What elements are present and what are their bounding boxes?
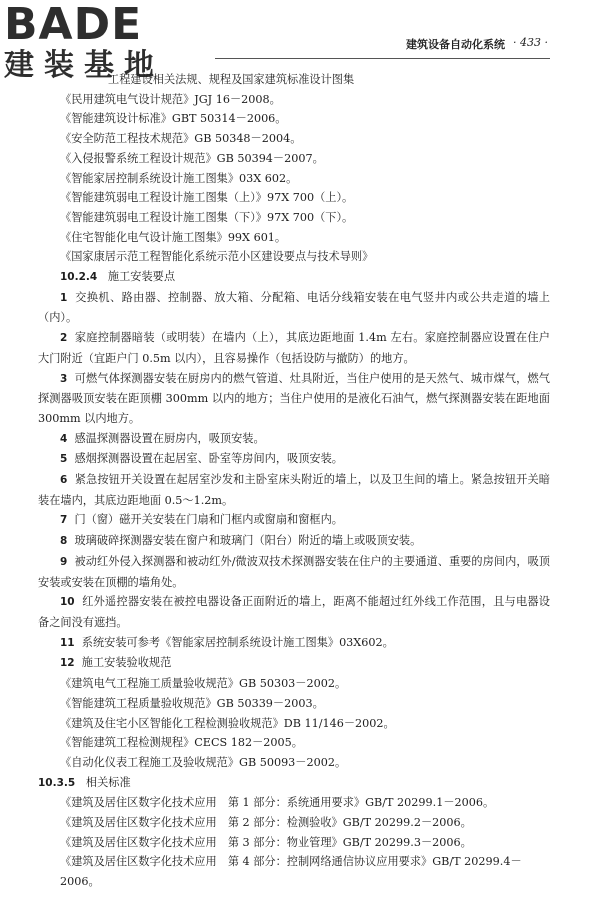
reference-list-1 xyxy=(38,90,550,267)
numbered-item xyxy=(38,552,550,592)
item-text: 紧急按钮开关设置在起居室沙发和主卧室床头附近的墙上，以及卫生间的墙上。紧急按钮开关暗装在墙内，其底边距地面 0.5～1.2m。 xyxy=(38,473,550,507)
reference-item: 《智能建筑工程质量验收规范》GB 50339－2003。 xyxy=(60,696,324,710)
item-text: 可燃气体探测器安装在厨房内的燃气管道、灶具附近，当住户使用的是天然气、城市煤气，燃气探测器吸顶安装在距顶棚 300mm 以内的地方；当住户使用的是液化石油气，燃气探测器安装在距地面 300mm 以内地方。 xyxy=(38,371,550,425)
reference-item: 《智能建筑弱电工程设计施工图集（下）》97X 700（下）。 xyxy=(60,210,354,224)
page-number: · 433 · xyxy=(513,36,548,49)
reference-item: 《建筑电气工程施工质量验收规范》GB 50303－2002。 xyxy=(60,677,347,691)
reference-item: 《自动化仪表工程施工及验收规范》GB 50093－2002。 xyxy=(60,755,347,769)
numbered-item xyxy=(38,429,550,450)
item-text: 玻璃破碎探测器安装在窗户和玻璃门（阳台）附近的墙上或吸顶安装。 xyxy=(74,534,422,548)
section-number: 10.3.5 xyxy=(38,776,76,789)
section-title: 施工安装要点 xyxy=(107,270,176,284)
reference-item: 《安全防范工程技术规范》GB 50348－2004。 xyxy=(60,132,302,146)
section-heading-10-2-4 xyxy=(38,267,550,288)
install-items xyxy=(38,288,550,674)
reference-item: 《智能建筑工程检测规程》CECS 182－2005。 xyxy=(60,736,303,750)
item-number: 10 xyxy=(60,596,75,609)
item-text: 红外遥控器安装在被控电器设备正面附近的墙上，距离不能超过红外线工作范围，且与电器设备之间没有遮挡。 xyxy=(38,595,550,629)
reference-item: 《智能建筑设计标准》GBT 50314－2006。 xyxy=(60,112,287,126)
reference-item: 《国家康居示范工程智能化系统示范小区建设要点与技术导则》 xyxy=(60,250,374,264)
logo-text-latin: BADE xyxy=(4,0,143,50)
numbered-item xyxy=(38,510,550,531)
numbered-item xyxy=(38,288,550,328)
page-body xyxy=(38,70,550,892)
reference-item: 《建筑及居住区数字化技术应用 第 2 部分：检测验收》GB/T 20299.2－2006。 xyxy=(60,816,472,830)
logo-text-chinese: 建装基地 xyxy=(4,48,164,83)
numbered-item xyxy=(38,449,550,470)
item-text: 被动红外侵入探测器和被动红外/微波双技术探测器安装在住户的主要通道、重要的房间内，吸顶安装或安装在顶棚的墙角处。 xyxy=(38,554,550,589)
numbered-item xyxy=(38,470,550,510)
section-title: 相关标准 xyxy=(85,775,131,789)
item-text: 系统安装可参考《智能家居控制系统设计施工图集》03X602。 xyxy=(81,635,394,649)
item-number: 2 xyxy=(60,332,68,345)
item-number: 8 xyxy=(60,535,68,548)
reference-item: 《住宅智能化电气设计施工图集》99X 601。 xyxy=(60,230,287,244)
item-number: 4 xyxy=(60,432,68,445)
reference-item: 《建筑及居住区数字化技术应用 第 4 部分：控制网络通信协议应用要求》GB/T 20299.4－2006。 xyxy=(60,855,522,889)
item-text: 门（窗）磁开关安装在门扇和门框内或窗扇和窗框内。 xyxy=(74,513,343,527)
item-number: 7 xyxy=(60,514,68,527)
numbered-item xyxy=(38,592,550,632)
reference-item: 《建筑及居住区数字化技术应用 第 1 部分：系统通用要求》GB/T 20299.1－2006。 xyxy=(60,796,495,810)
item-number: 12 xyxy=(60,657,75,670)
numbered-item xyxy=(38,328,550,368)
header-divider xyxy=(215,58,550,59)
item-text: 感温探测器设置在厨房内，吸顶安装。 xyxy=(74,431,265,445)
item-number: 6 xyxy=(60,474,68,487)
numbered-item xyxy=(38,369,550,429)
numbered-item xyxy=(38,653,550,674)
intro-line: 工程建设相关法规、规程及国家建筑标准设计图集 xyxy=(108,73,355,86)
reference-item: 《智能建筑弱电工程设计施工图集（上）》97X 700（上）。 xyxy=(60,191,354,205)
reference-item: 《建筑及住宅小区智能化工程检测验收规范》DB 11/146－2002。 xyxy=(60,716,395,730)
item-number: 9 xyxy=(60,555,68,568)
item-number: 3 xyxy=(60,372,68,385)
numbered-item xyxy=(38,531,550,552)
section-heading-10-3-5 xyxy=(38,773,550,794)
numbered-item xyxy=(38,633,550,654)
reference-item: 《民用建筑电气设计规范》JGJ 16－2008。 xyxy=(60,92,281,106)
item-text: 家庭控制器暗装（或明装）在墙内（上），其底边距地面 1.4m 左右。家庭控制器应设置在住户大门附近（宜距户门 0.5m 以内），且容易操作（包括设防与撤防）的地方。 xyxy=(38,331,550,365)
item-number: 11 xyxy=(60,636,75,649)
section-number: 10.2.4 xyxy=(60,271,98,284)
running-header-title: 建筑设备自动化系统 xyxy=(406,38,505,51)
reference-item: 《入侵报警系统工程设计规范》GB 50394－2007。 xyxy=(60,151,324,165)
item-number: 5 xyxy=(60,453,68,466)
item-number: 1 xyxy=(60,291,68,304)
reference-item: 《智能家居控制系统设计施工图集》03X 602。 xyxy=(60,171,298,185)
item-text: 交换机、路由器、控制器、放大箱、分配箱、电话分线箱安装在电气竖井内或公共走道的墙上（内）。 xyxy=(38,290,550,325)
reference-list-3 xyxy=(38,793,550,892)
reference-item: 《建筑及居住区数字化技术应用 第 3 部分：物业管理》GB/T 20299.3－2006。 xyxy=(60,835,472,849)
item-text: 施工安装验收规范 xyxy=(81,656,172,670)
item-text: 感烟探测器设置在起居室、卧室等房间内，吸顶安装。 xyxy=(74,452,343,466)
reference-list-2 xyxy=(38,674,550,773)
